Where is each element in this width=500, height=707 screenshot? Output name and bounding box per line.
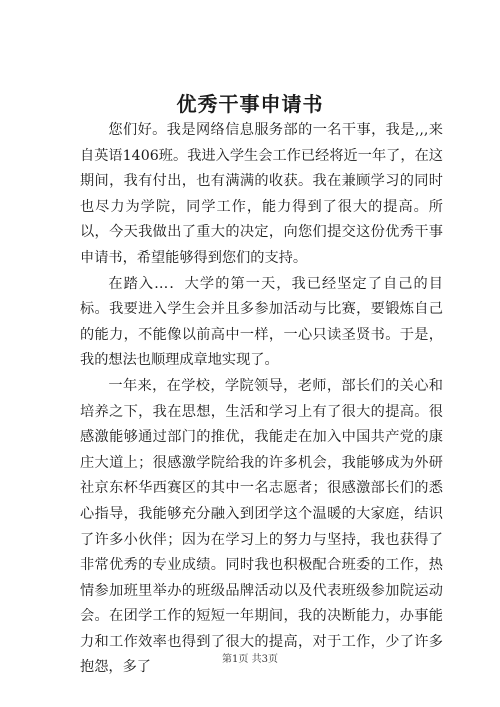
- paragraph-1: 您们好。我是网络信息服务部的一名干事，我是,,,来自英语1406班。我进入学生会工作已经将近一年了，在这期间，我有付出，也有满满的收获。我在兼顾学习的同时也尽力为学院，同学工作，能力得到了很大的提高。所以，今天我做出了重大的决定，向您们提交这份优秀干事申请书，希望能够得到您们的支持。: [80, 122, 443, 266]
- document-body: [80, 118, 443, 681]
- page-footer: 第1页 共3页: [222, 654, 278, 665]
- paragraph-2: 在踏入…．大学的第一天，我已经坚定了自己的目标。我要进入学生会并且多参加活动与比赛，要锻炼自己的能力，不能像以前高中一样，一心只读圣贤书。于是，我的想法也顺理成章地实现了。: [80, 275, 443, 369]
- paragraph-3: 一年来，在学校，学院领导，老师，部长们的关心和培养之下，我在思想，生活和学习上有了很大的提高。很感激能够通过部门的推优，我能走在加入中国共产党的康庄大道上；很感激学院给我的许多机会，我能够成为外研社京东杯华西赛区的其中一名志愿者；很感激部长们的悉心指导，我能够充分融入到团学这个温暖的大家庭，结识了许多小伙伴；因为在学习上的努力与坚持，我也获得了非常优秀的专业成绩。同时我也积极配合班委的工作，热情参加班里举办的班级品牌活动以及代表班级参加院运动会。在团学工作的短短一年期间，我的决断能力，办事能力和工作效率也得到了很大的提高，对于工作，少了许多抱怨，多了: [80, 377, 443, 676]
- document-title: 优秀干事申请书: [176, 92, 324, 116]
